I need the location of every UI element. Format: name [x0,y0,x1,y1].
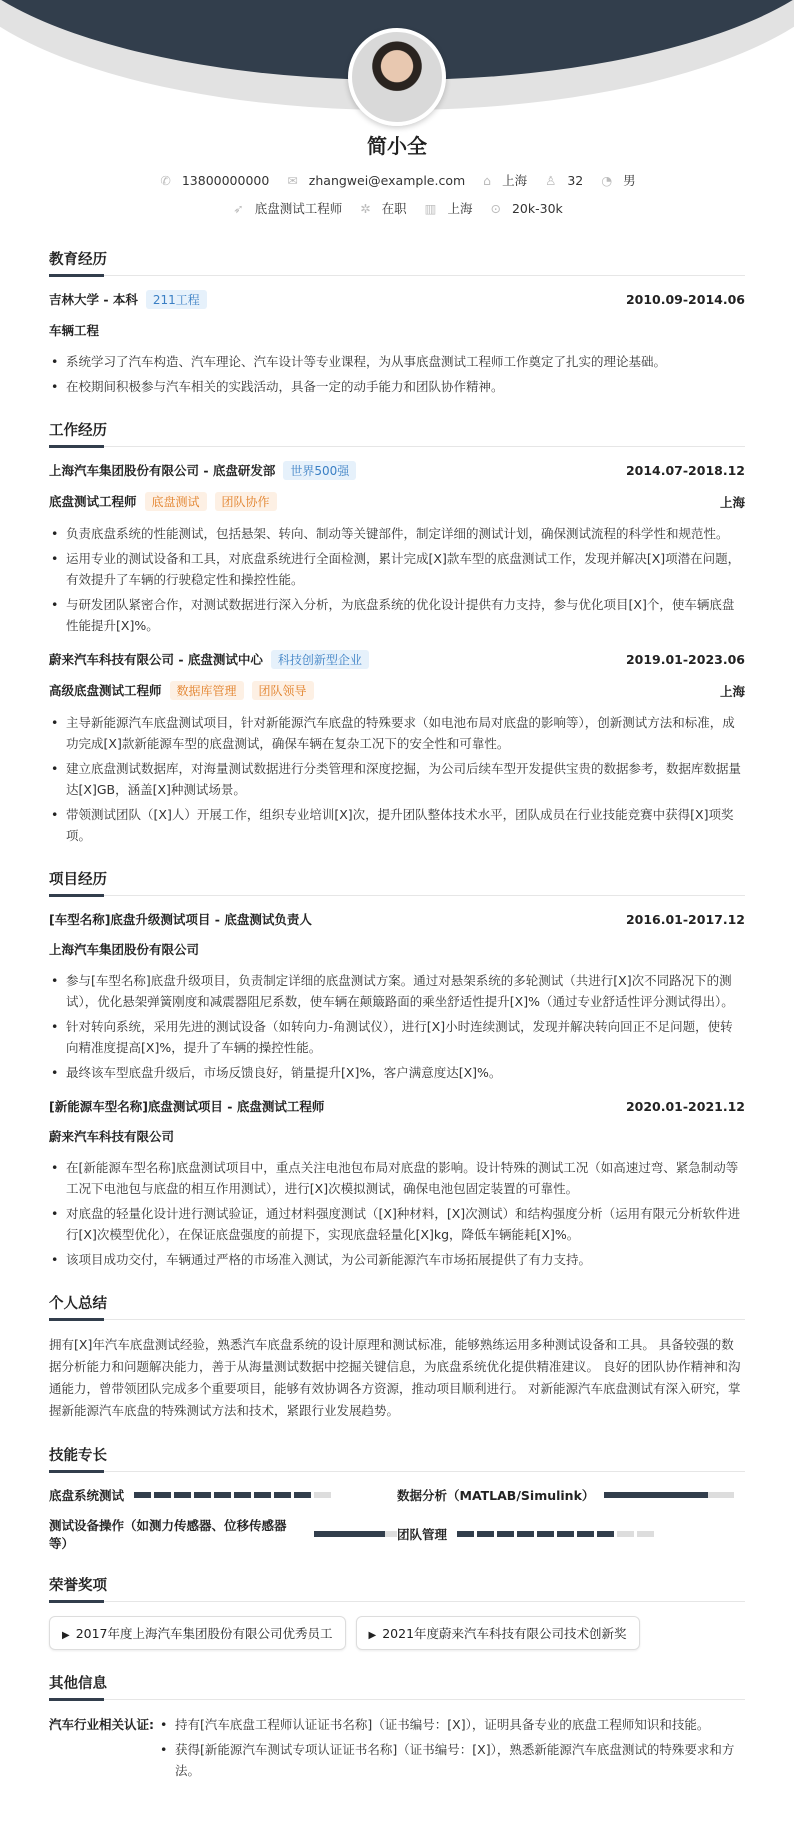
other-section [49,1672,745,1799]
company: 蔚来汽车科技有限公司 - 底盘测试中心 [49,652,263,667]
projects-section [49,868,745,1270]
phone: 13800000000 [181,173,270,188]
period: 2014.07-2018.12 [625,463,745,478]
email: zhangwei@example.com [308,173,466,188]
work-city: 上海 [719,494,745,510]
skill [49,1516,397,1552]
section-title: 项目经历 [49,868,745,896]
level-segment [497,1531,514,1537]
send-icon: ➶ [233,201,244,216]
skill-tag: 数据库管理 [170,681,244,700]
section-title: 工作经历 [49,419,745,447]
level-segment [537,1531,554,1537]
period: 2016.01-2017.12 [625,911,745,927]
skill-tag: 团队协作 [215,492,277,511]
role-line [49,492,277,511]
section-title: 教育经历 [49,248,745,276]
bullet-list [49,1157,745,1270]
role-row [49,492,745,511]
bullet: • 主导新能源汽车底盘测试项目，针对新能源汽车底盘的特殊要求（如电池布局对底盘的影响等），创新测试方法和标准，成功完成[X]款新能源车型的底盘测试，确保车辆在复杂工况下的安全性和可靠性。 [49,712,745,754]
building-icon: ▥ [424,201,437,216]
gender-icon: ◔ [601,173,613,188]
skill-level [457,1531,654,1537]
project-row [49,1097,745,1115]
bullet: • 系统学习了汽车构造、汽车理论、汽车设计等专业课程，为从事底盘测试工程师工作奠定了扎实的理论基础。 [49,351,745,372]
bullet: • 对底盘的轻量化设计进行测试验证，通过材料强度测试（[X]种材料，[X]次测试）和结构强度分析（运用有限元分析软件进行[X]次模型优化），在保证底盘强度的前提下，实现底盘轻量化[X]kg，降低车辆能耗[X]%。 [49,1203,745,1245]
bullet: • 建立底盘测试数据库，对海量测试数据进行分类管理和深度挖掘，为公司后续车型开发提供宝贵的数据参考，数据库数据量达[X]GB，涵盖[X]种测试场景。 [49,758,745,800]
level-segment [274,1492,291,1498]
salary: 20k-30k [511,201,563,216]
age: 32 [567,173,584,188]
bullet-list [49,523,745,636]
skill-tag: 底盘测试 [145,492,207,511]
role-line [49,681,314,700]
bullet: • 最终该车型底盘升级后，市场反馈良好，销量提升[X]%，客户满意度达[X]%。 [49,1062,745,1083]
bullet: • 与研发团队紧密合作，对测试数据进行深入分析，为底盘系统的优化设计提供有力支持，参与优化项目[X]个，使车辆底盘性能提升[X]%。 [49,594,745,636]
bullet: • 在校期间积极参与汽车相关的实践活动，具备一定的动手能力和团队协作精神。 [49,376,745,397]
skill-level [604,1492,734,1498]
work-city: 上海 [719,683,745,699]
job-status: 在职 [381,201,407,216]
level-segment [154,1492,171,1498]
home-icon: ⌂ [483,173,492,188]
role: 高级底盘测试工程师 [49,683,162,698]
triangle-icon: ▶ [368,1630,377,1641]
status-icon: ✲ [360,201,371,216]
level-segment [517,1531,534,1537]
summary-section [49,1292,745,1422]
bullet: • 针对转向系统，采用先进的测试设备（如转向力-角测试仪），进行[X]小时连续测试，发现并解决转向回正不足问题，使转向精准度提高[X]%，提升了车辆的操控性能。 [49,1016,745,1058]
section-title: 其他信息 [49,1672,745,1700]
company-line [49,650,369,669]
company-line [49,461,356,480]
level-segment [194,1492,211,1498]
triangle-icon: ▶ [62,1630,70,1641]
bullet: • 负责底盘系统的性能测试，包括悬架、转向、制动等关键部件，制定详细的测试计划，确保测试流程的科学性和规范性。 [49,523,745,544]
level-segment [577,1531,594,1537]
skill [397,1516,745,1552]
period: 2019.01-2023.06 [625,652,745,667]
age-icon: ♙ [545,173,557,188]
skills-section [49,1444,745,1552]
level-segment [294,1492,311,1498]
company: 上海汽车集团股份有限公司 - 底盘研发部 [49,463,276,478]
skill-name: 底盘系统测试 [49,1488,125,1503]
skill-name: 测试设备操作（如测力传感器、位移传感器等） [49,1518,287,1551]
company-row [49,461,745,480]
project-org: 上海汽车集团股份有限公司 [49,942,200,957]
award-text: 2021年度蔚来汽车科技有限公司技术创新奖 [382,1626,627,1641]
level-segment [174,1492,191,1498]
company-tag: 科技创新型企业 [271,650,369,669]
project-name: [车型名称]底盘升级测试项目 - 底盘测试负责人 [49,912,312,927]
role-row [49,681,745,700]
contact-line [0,171,794,189]
city: 上海 [502,173,528,188]
bullet: • 该项目成功交付，车辆通过严格的市场准入测试，为公司新能源汽车市场拓展提供了有力支持。 [49,1249,745,1270]
school-tag: 211工程 [146,290,207,309]
phone-icon: ✆ [160,173,171,188]
section-title: 荣誉奖项 [49,1574,745,1602]
bullet: • 获得[新能源汽车测试专项认证证书名称]（证书编号：[X]），熟悉新能源汽车底盘测试的特殊要求和方法。 [158,1739,745,1781]
bullet: • 带领测试团队（[X]人）开展工作，组织专业培训[X]次，提升团队整体技术水平，团队成员在行业技能竞赛中获得[X]项奖项。 [49,804,745,846]
project-org: 蔚来汽车科技有限公司 [49,1129,175,1144]
company-tag: 世界500强 [283,461,356,480]
bullet-list [49,970,745,1083]
bullet: • 持有[汽车底盘工程师认证证书名称]（证书编号：[X]），证明具备专业的底盘工程师知识和技能。 [158,1714,745,1735]
mail-icon: ✉ [287,173,298,188]
section-title: 技能专长 [49,1444,745,1472]
company-row [49,650,745,669]
level-segment [457,1531,474,1537]
skill-level [134,1492,331,1498]
bullet-list [49,712,745,846]
period: 2010.09-2014.06 [625,292,745,307]
award-text: 2017年度上海汽车集团股份有限公司优秀员工 [75,1626,333,1641]
major: 车辆工程 [49,323,100,338]
level-segment [597,1531,614,1537]
summary-text: 拥有[X]年汽车底盘测试经验，熟悉汽车底盘系统的设计原理和测试标准，能够熟练运用多种测试设备和工具。 具备较强的数据分析能力和问题解决能力，善于从海量测试数据中挖掘关键信息，为底盘系统优化提供精准建议。 良好的团队协作精神和沟通能力，曾带领团队完成多个重要项目，能够有效协调各方资源，推动项目顺利进行。 对新能源汽车底盘测试有深入研究，掌握新能源汽车底盘的特殊测试方法和技术，紧跟行业发展趋势。 [49,1337,741,1418]
skill-level [314,1531,397,1537]
level-segment [477,1531,494,1537]
school: 吉林大学 - 本科 [49,292,138,307]
candidate-name: 简小全 [367,134,427,158]
job-intent-line [0,199,794,217]
project-row [49,910,745,928]
avatar [348,28,446,126]
work-section [49,419,745,846]
level-segment [134,1492,151,1498]
skill-name: 数据分析（MATLAB/Simulink） [397,1488,595,1503]
skill-name: 团队管理 [397,1527,448,1542]
target-city: 上海 [447,201,473,216]
project-name: [新能源车型名称]底盘测试项目 - 底盘测试工程师 [49,1099,325,1114]
bullet: • 参与[车型名称]底盘升级项目，负责制定详细的底盘测试方案。通过对悬架系统的多轮测试（共进行[X]次不同路况下的测试），优化悬架弹簧刚度和减震器阻尼系数，使车辆在颠簸路面的乘坐舒适性提升[X]%（通过专业舒适性评分测试得出）。 [49,970,745,1012]
skill [49,1486,397,1504]
level-segment [557,1531,574,1537]
period: 2020.01-2021.12 [625,1098,745,1114]
level-segment [234,1492,251,1498]
level-segment [214,1492,231,1498]
level-segment [617,1531,634,1537]
salary-icon: ⊙ [490,201,501,216]
level-segment [637,1531,654,1537]
skill-tag: 团队领导 [252,681,314,700]
awards-section [49,1574,745,1650]
level-segment [254,1492,271,1498]
role: 底盘测试工程师 [49,494,137,509]
target-position: 底盘测试工程师 [254,201,343,216]
skill [397,1486,745,1504]
award [356,1616,640,1650]
bullet: • 运用专业的测试设备和工具，对底盘系统进行全面检测，累计完成[X]款车型的底盘测试工作，发现并解决[X]项潜在问题，有效提升了车辆的行驶稳定性和操控性能。 [49,548,745,590]
cert-label: 汽车行业相关认证: [49,1717,154,1732]
section-title: 个人总结 [49,1292,745,1320]
level-segment [314,1492,331,1498]
education-section [49,248,745,397]
bullet: • 在[新能源车型名称]底盘测试项目中，重点关注电池包布局对底盘的影响。设计特殊的测试工况（如高速过弯、紧急制动等工况下电池包与底盘的相互作用测试），进行[X]次模拟测试，确保电池包固定装置的可靠性。 [49,1157,745,1199]
award [49,1616,346,1650]
gender: 男 [623,173,636,188]
